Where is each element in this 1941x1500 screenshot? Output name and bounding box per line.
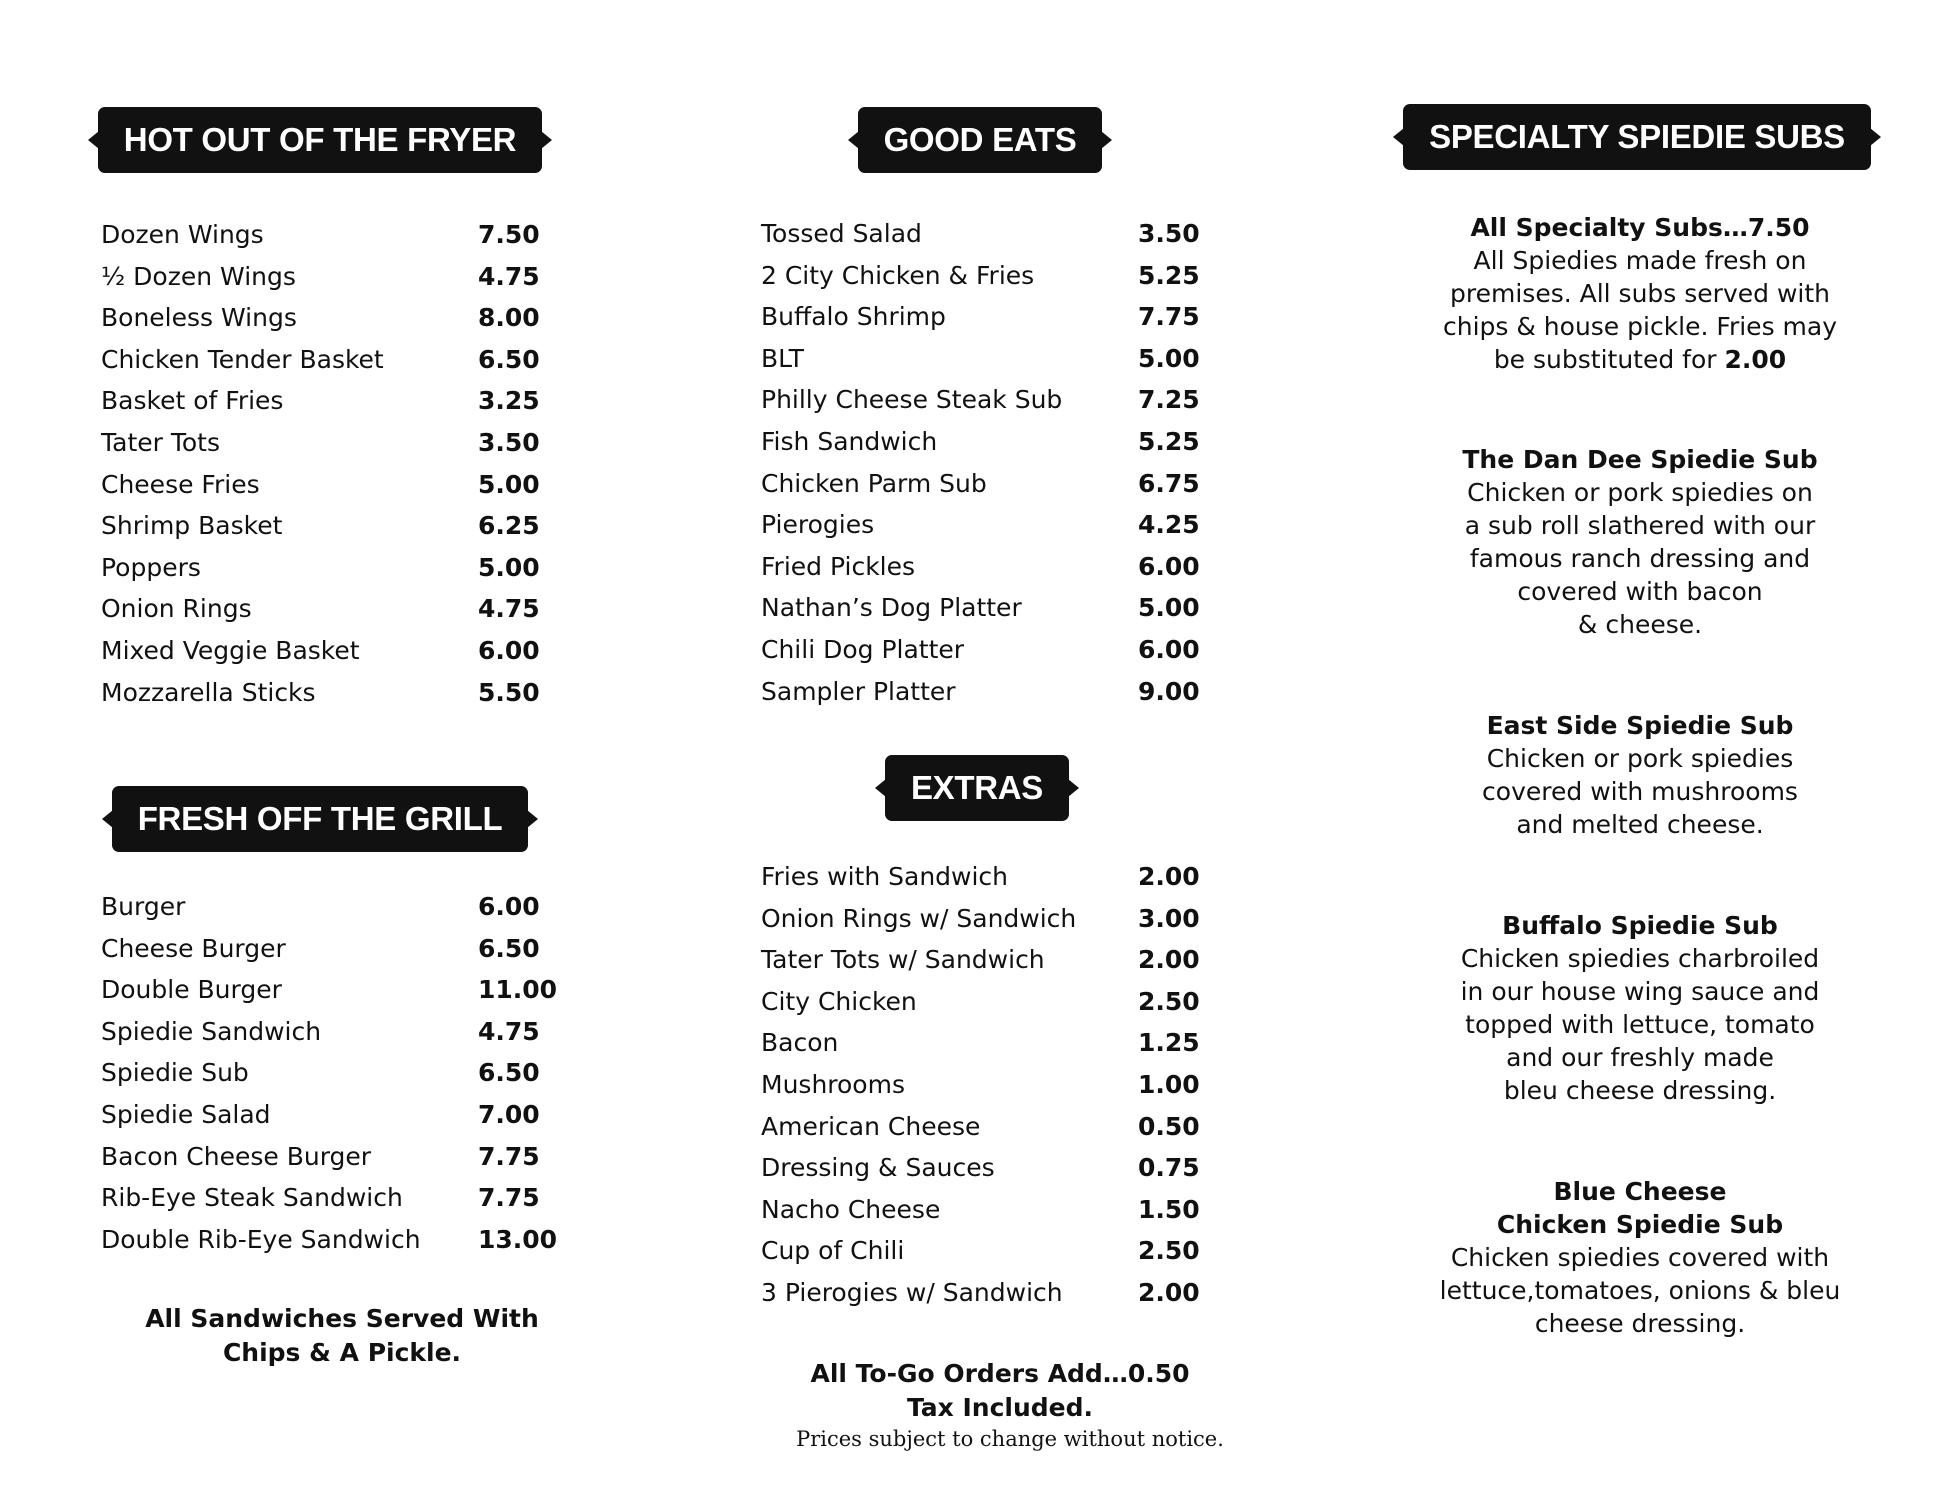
item-name: Chili Dog Platter <box>761 634 965 664</box>
section-title-good-eats: GOOD EATS <box>883 121 1077 158</box>
sub-line: lettuce,tomatoes, onions & bleu <box>1439 1276 1841 1305</box>
item-name: Onion Rings <box>101 594 252 624</box>
sub-title: Buffalo Spiedie Sub <box>1502 911 1778 940</box>
item-price: 5.25 <box>1138 426 1200 456</box>
item-name: Tater Tots <box>101 427 221 457</box>
banner-plate <box>885 755 1069 821</box>
sub-line: and melted cheese. <box>1516 810 1764 839</box>
banner-specialty-spiedie-subs <box>1429 104 1845 170</box>
item-price: 4.25 <box>1138 510 1200 540</box>
item-name: Cup of Chili <box>761 1236 905 1266</box>
item-name: Dozen Wings <box>101 220 264 249</box>
item-name: 2 City Chicken & Fries <box>761 260 1035 290</box>
sub-line: Chicken or pork spiedies <box>1486 744 1794 773</box>
item-price: 6.25 <box>478 511 540 541</box>
sandwich-note <box>122 1302 562 1370</box>
menu-item <box>761 939 1221 981</box>
menu-item <box>761 981 1221 1023</box>
sub-title: Chicken Spiedie Sub <box>1496 1210 1784 1239</box>
item-price: 1.50 <box>1138 1194 1200 1224</box>
menu-item <box>761 1106 1221 1148</box>
menu-item <box>101 928 561 970</box>
menu-item <box>101 380 561 422</box>
item-name: Pierogies <box>761 510 875 540</box>
section-title-fryer: HOT OUT OF THE FRYER <box>123 121 517 158</box>
menu-item <box>101 1177 561 1219</box>
item-price: 11.00 <box>478 975 558 1005</box>
item-price: 7.75 <box>478 1183 540 1213</box>
menu-item <box>761 213 1221 255</box>
item-price: 7.50 <box>478 220 540 249</box>
item-name: ½ Dozen Wings <box>101 261 296 291</box>
item-name: American Cheese <box>761 1111 981 1141</box>
item-price: 2.00 <box>1138 1277 1200 1307</box>
sub-title: Blue Cheese <box>1553 1177 1727 1206</box>
item-name: Buffalo Shrimp <box>761 302 946 332</box>
menu-item <box>761 1272 1221 1314</box>
menu-item <box>761 671 1221 713</box>
item-name: Double Rib-Eye Sandwich <box>101 1224 421 1254</box>
item-price: 6.00 <box>478 892 540 921</box>
item-name: Double Burger <box>101 975 282 1005</box>
item-name: Dressing & Sauces <box>761 1153 995 1183</box>
item-price: 6.50 <box>478 1058 540 1088</box>
item-price: 7.00 <box>478 1099 540 1129</box>
item-name: 3 Pierogies w/ Sandwich <box>761 1277 1063 1307</box>
to-go-note-line: All To-Go Orders Add…0.50 <box>810 1359 1190 1388</box>
item-name: BLT <box>761 343 804 373</box>
sub-line: famous ranch dressing and <box>1469 544 1811 573</box>
banner-plate <box>98 107 542 173</box>
banner-hot-out-of-the-fryer <box>120 107 520 173</box>
item-price: 2.50 <box>1138 986 1200 1016</box>
menu-item <box>761 1147 1221 1189</box>
sub-line: Chicken spiedies charbroiled <box>1460 944 1820 973</box>
banner-plate <box>858 107 1103 173</box>
extras-menu-list <box>761 856 1221 1314</box>
sub-line: bleu cheese dressing. <box>1503 1076 1777 1105</box>
item-name: Tater Tots w/ Sandwich <box>761 945 1045 975</box>
menu-item <box>101 464 561 506</box>
sub-line: covered with bacon <box>1517 577 1763 606</box>
menu-item <box>761 856 1221 898</box>
menu-item <box>101 1011 561 1053</box>
item-name: Spiedie Salad <box>101 1099 271 1129</box>
item-name: Poppers <box>101 552 201 582</box>
item-price: 5.50 <box>478 677 540 707</box>
menu-item <box>101 630 561 672</box>
item-name: Spiedie Sandwich <box>101 1016 322 1046</box>
menu-item <box>761 629 1221 671</box>
item-name: Fries with Sandwich <box>761 862 1009 891</box>
banner-good-eats <box>855 107 1105 173</box>
item-price: 1.25 <box>1138 1028 1200 1058</box>
menu-item <box>761 379 1221 421</box>
menu-item <box>761 338 1221 380</box>
tax-note-line: Tax Included. <box>906 1393 1094 1422</box>
menu-item <box>761 463 1221 505</box>
specialty-intro-price: 2.00 <box>1724 345 1787 374</box>
section-title-extras: EXTRAS <box>910 769 1044 806</box>
sub-line: Chicken spiedies covered with <box>1450 1243 1830 1272</box>
item-price: 5.00 <box>1138 343 1200 373</box>
item-price: 1.00 <box>1138 1069 1200 1099</box>
menu-item <box>101 214 561 256</box>
item-price: 13.00 <box>478 1224 558 1254</box>
banner-fresh-off-the-grill <box>137 786 503 852</box>
grill-menu-list <box>101 886 561 1260</box>
item-price: 6.50 <box>478 344 540 374</box>
menu-item <box>101 1094 561 1136</box>
menu-item <box>761 546 1221 588</box>
item-price: 7.75 <box>1138 302 1200 332</box>
item-name: Mozzarella Sticks <box>101 677 316 707</box>
menu-item <box>761 1189 1221 1231</box>
item-name: Fried Pickles <box>761 551 916 581</box>
sub-description-buffalo <box>1420 909 1860 1107</box>
sub-line: and our freshly made <box>1506 1043 1774 1072</box>
menu-item <box>101 1052 561 1094</box>
menu-item <box>101 339 561 381</box>
banner-plate <box>1403 104 1871 170</box>
item-name: Philly Cheese Steak Sub <box>761 385 1063 415</box>
sub-line: topped with lettuce, tomato <box>1465 1010 1815 1039</box>
item-name: Boneless Wings <box>101 303 297 333</box>
specialty-intro-line: All Spiedies made fresh on <box>1473 246 1807 275</box>
item-name: Sampler Platter <box>761 676 956 706</box>
sub-description-east-side <box>1420 709 1860 841</box>
item-price: 2.50 <box>1138 1236 1200 1266</box>
menu-item <box>761 898 1221 940</box>
banner-extras <box>900 755 1054 821</box>
item-price: 5.25 <box>1138 260 1200 290</box>
sub-title: The Dan Dee Spiedie Sub <box>1462 445 1818 474</box>
item-name: Rib-Eye Steak Sandwich <box>101 1183 403 1213</box>
item-name: Bacon <box>761 1028 839 1058</box>
menu-item <box>101 547 561 589</box>
item-name: Chicken Parm Sub <box>761 468 987 498</box>
item-price: 5.00 <box>478 469 540 499</box>
menu-item <box>101 505 561 547</box>
item-name: Bacon Cheese Burger <box>101 1141 372 1171</box>
item-price: 6.50 <box>478 933 540 963</box>
section-title-grill: FRESH OFF THE GRILL <box>137 800 503 837</box>
item-name: Spiedie Sub <box>101 1058 249 1088</box>
item-price: 5.00 <box>478 552 540 582</box>
fryer-menu-list <box>101 214 561 713</box>
good-eats-menu-list <box>761 213 1221 712</box>
sub-description-dan-dee <box>1420 443 1860 641</box>
menu-item <box>101 672 561 714</box>
specialty-intro <box>1420 211 1860 376</box>
menu-item <box>101 297 561 339</box>
menu-item <box>761 504 1221 546</box>
item-price: 0.50 <box>1138 1111 1200 1141</box>
sub-line: a sub roll slathered with our <box>1464 511 1816 540</box>
section-title-specialty: SPECIALTY SPIEDIE SUBS <box>1429 118 1845 155</box>
item-name: Mixed Veggie Basket <box>101 635 360 665</box>
item-price: 3.50 <box>1138 219 1200 248</box>
fine-print: Prices subject to change without notice. <box>796 1427 1224 1451</box>
menu-item <box>101 588 561 630</box>
menu-item <box>761 1064 1221 1106</box>
menu-item <box>761 1230 1221 1272</box>
item-price: 4.75 <box>478 1016 540 1046</box>
sub-line: cheese dressing. <box>1534 1309 1746 1338</box>
item-price: 0.75 <box>1138 1153 1200 1183</box>
specialty-intro-line <box>1420 343 1860 376</box>
specialty-intro-prefix: be substituted for <box>1493 345 1725 374</box>
banner-plate <box>112 786 529 852</box>
sub-title: East Side Spiedie Sub <box>1486 711 1794 740</box>
item-price: 3.25 <box>478 386 540 416</box>
sub-line: & cheese. <box>1577 610 1703 639</box>
menu-item <box>761 1022 1221 1064</box>
menu-item <box>101 1219 561 1261</box>
sub-line: covered with mushrooms <box>1482 777 1798 806</box>
item-price: 7.75 <box>478 1141 540 1171</box>
item-price: 7.25 <box>1138 385 1200 415</box>
item-price: 2.00 <box>1138 945 1200 975</box>
item-price: 6.00 <box>1138 634 1200 664</box>
item-price: 6.00 <box>478 635 540 665</box>
item-name: Shrimp Basket <box>101 511 283 541</box>
menu-item <box>101 1136 561 1178</box>
item-name: Mushrooms <box>761 1069 905 1099</box>
sub-line: in our house wing sauce and <box>1460 977 1820 1006</box>
sandwich-note-line: Chips & A Pickle. <box>222 1338 462 1367</box>
item-name: Nathan’s Dog Platter <box>761 593 1022 623</box>
item-price: 5.00 <box>1138 593 1200 623</box>
item-name: City Chicken <box>761 986 917 1016</box>
item-price: 3.50 <box>478 427 540 457</box>
item-price: 4.75 <box>478 261 540 291</box>
sandwich-note-line: All Sandwiches Served With <box>145 1304 539 1333</box>
menu-item <box>101 422 561 464</box>
item-price: 4.75 <box>478 594 540 624</box>
item-price: 6.00 <box>1138 551 1200 581</box>
menu-item <box>761 587 1221 629</box>
item-price: 8.00 <box>478 303 540 333</box>
item-price: 3.00 <box>1138 903 1200 933</box>
item-name: Fish Sandwich <box>761 426 938 456</box>
item-name: Basket of Fries <box>101 386 284 416</box>
to-go-note <box>780 1357 1220 1425</box>
specialty-intro-title: All Specialty Subs…7.50 <box>1470 213 1810 242</box>
item-name: Cheese Fries <box>101 469 260 499</box>
item-price: 6.75 <box>1138 468 1200 498</box>
item-name: Burger <box>101 892 186 921</box>
item-name: Tossed Salad <box>761 219 922 248</box>
item-name: Onion Rings w/ Sandwich <box>761 903 1077 933</box>
sub-line: Chicken or pork spiedies on <box>1467 478 1813 507</box>
item-name: Cheese Burger <box>101 933 286 963</box>
item-name: Nacho Cheese <box>761 1194 941 1224</box>
item-price: 9.00 <box>1138 676 1200 706</box>
menu-item <box>101 886 561 928</box>
menu-item <box>101 969 561 1011</box>
menu-item <box>761 421 1221 463</box>
menu-item <box>101 256 561 298</box>
item-price: 2.00 <box>1138 862 1200 891</box>
sub-description-blue-cheese <box>1420 1175 1860 1340</box>
item-name: Chicken Tender Basket <box>101 344 384 374</box>
menu-item <box>761 255 1221 297</box>
specialty-intro-line: premises. All subs served with <box>1450 279 1830 308</box>
specialty-intro-line: chips & house pickle. Fries may <box>1442 312 1838 341</box>
menu-item <box>761 296 1221 338</box>
